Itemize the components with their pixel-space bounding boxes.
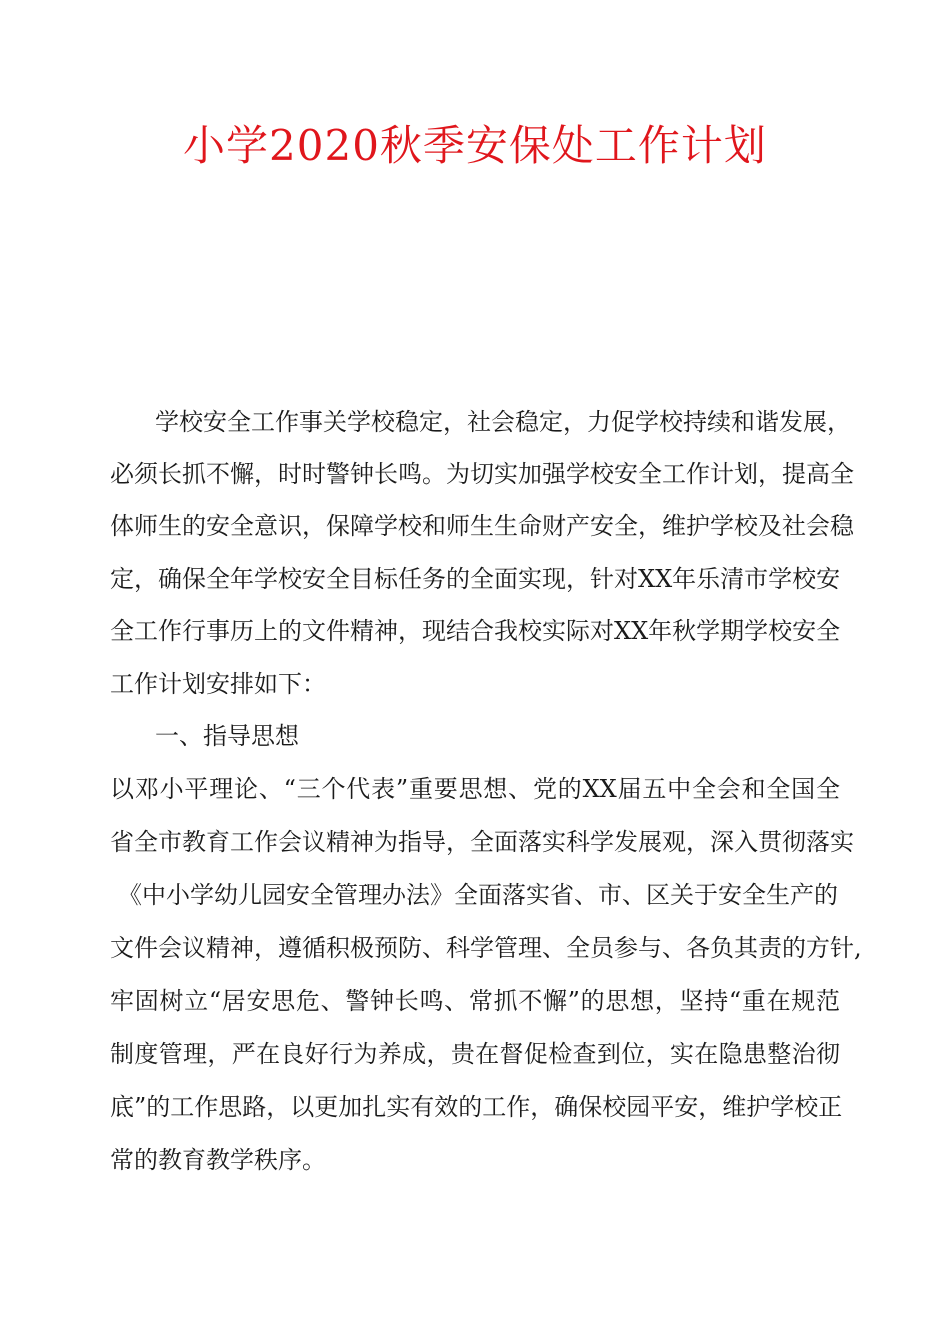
paragraph-line: 文件会议精神，遵循积极预防、科学管理、全员参与、各负其责的方针, xyxy=(110,934,862,962)
paragraph-line: 省全市教育工作会议精神为指导，全面落实科学发展观，深入贯彻落实 xyxy=(110,828,854,856)
paragraph-line: 《中小学幼儿园安全管理办法》全面落实省、市、区关于安全生产的 xyxy=(118,881,838,909)
paragraph-line: 工作计划安排如下： xyxy=(110,670,326,698)
paragraph-line: 底”的工作思路，以更加扎实有效的工作，确保校园平安，维护学校正 xyxy=(110,1093,843,1121)
paragraph-line: 以邓小平理论、“三个代表”重要思想、党的XX届五中全会和全国全 xyxy=(110,775,840,803)
paragraph-line: 常的教育教学秩序。 xyxy=(110,1146,326,1174)
paragraph-line: 必须长抓不懈，时时警钟长鸣。为切实加强学校安全工作计划，提高全 xyxy=(110,460,854,488)
paragraph-line: 全工作行事历上的文件精神，现结合我校实际对XX年秋学期学校安全 xyxy=(110,617,841,645)
paragraph-line: 学校安全工作事关学校稳定，社会稳定，力促学校持续和谐发展， xyxy=(155,408,851,436)
paragraph-line: 体师生的安全意识，保障学校和师生生命财产安全，维护学校及社会稳 xyxy=(110,512,854,540)
paragraph-line: 定，确保全年学校安全目标任务的全面实现，针对XX年乐清市学校安 xyxy=(110,565,841,593)
section-heading: 一、指导思想 xyxy=(155,722,299,750)
document-title: 小学2020秋季安保处工作计划 xyxy=(183,121,767,170)
paragraph-line: 制度管理，严在良好行为养成，贵在督促检查到位，实在隐患整治彻 xyxy=(110,1040,840,1068)
paragraph-line: 牢固树立“居安思危、警钟长鸣、常抓不懈”的思想，坚持“重在规范 xyxy=(110,987,840,1015)
